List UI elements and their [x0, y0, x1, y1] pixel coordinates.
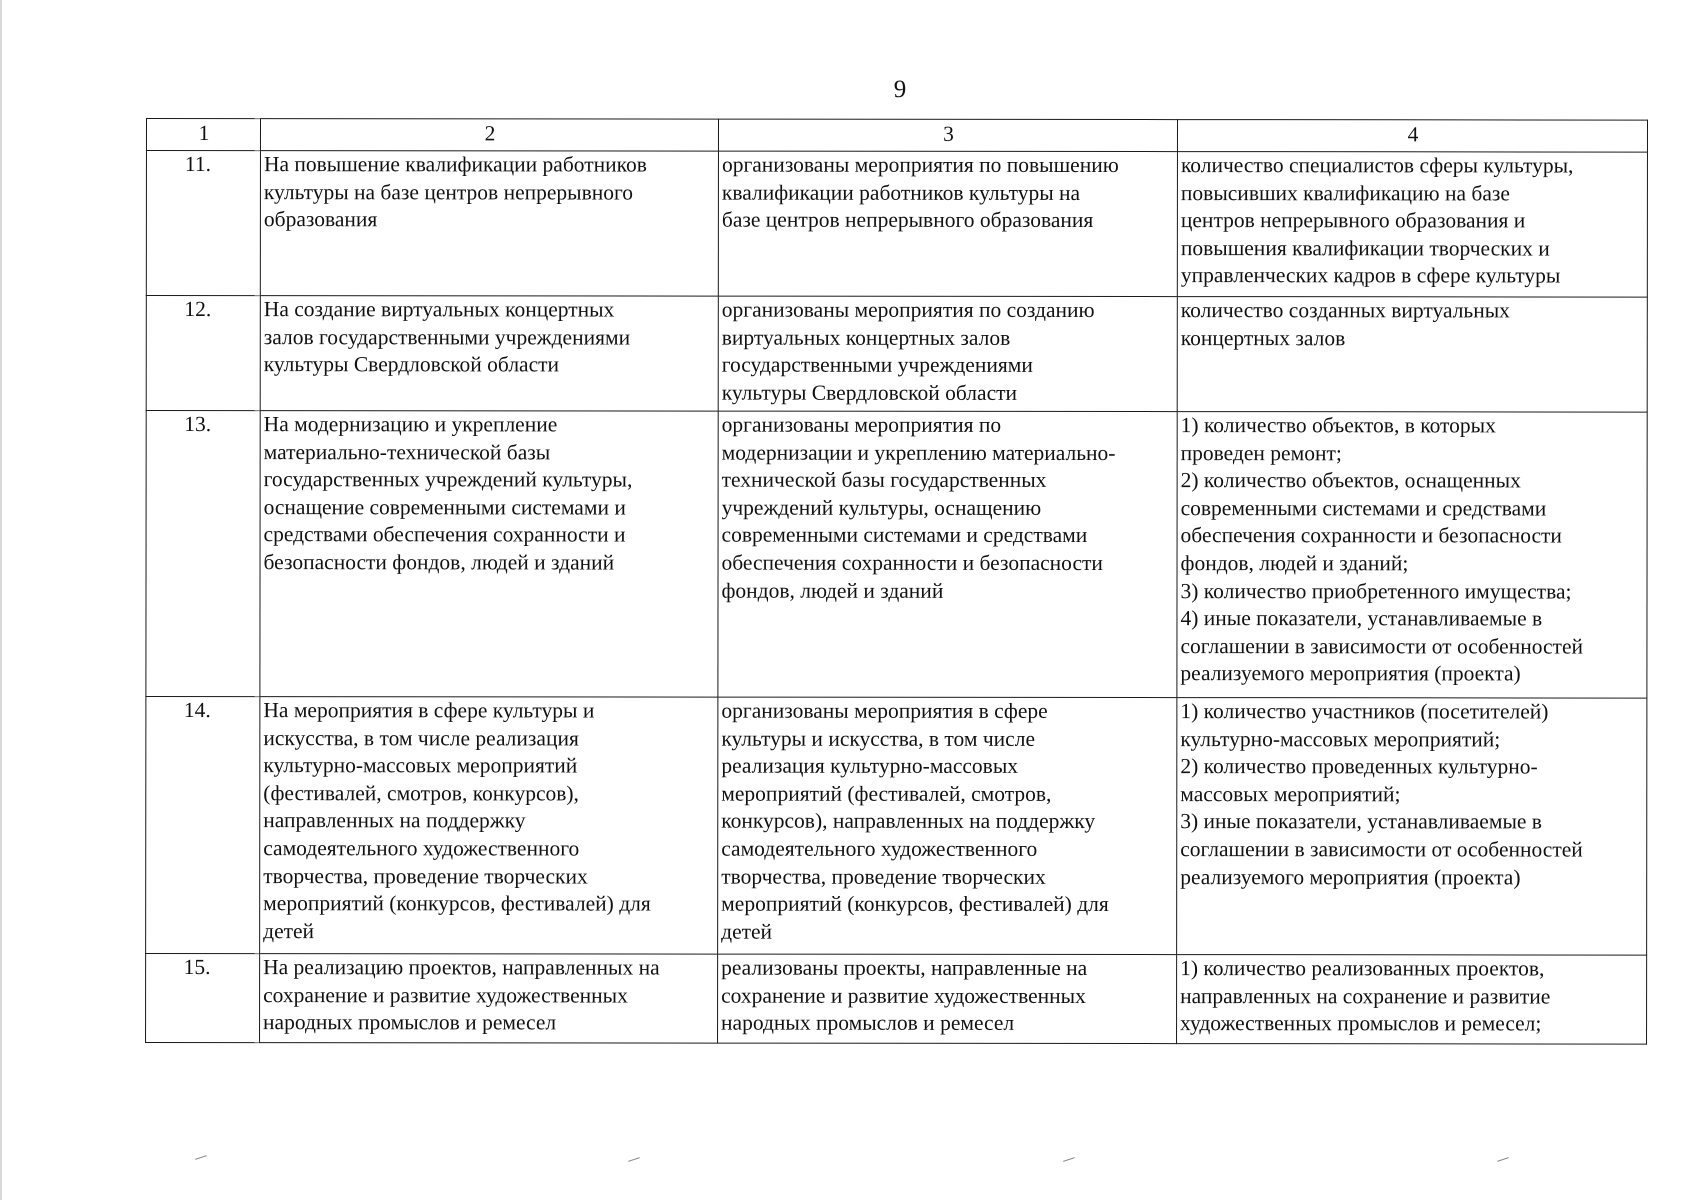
- cell-text-line: 1) количество реализованных проектов,: [1180, 956, 1545, 981]
- cell-text-line: На реализацию проектов, направленных на: [263, 955, 660, 980]
- cell-text-line: художественных промыслов и ремесел;: [1180, 1011, 1542, 1036]
- result-cell: [718, 954, 1177, 1043]
- header-col-2: 2: [260, 119, 718, 151]
- cell-text-line: фондов, людей и зданий: [721, 578, 944, 603]
- row-number: 13.: [146, 411, 260, 697]
- cell-text-line: квалификации работников культуры на: [721, 180, 1081, 205]
- cell-text-line: государственными учреждениями: [721, 352, 1033, 378]
- cell-text-line: материально-технической базы: [263, 439, 551, 465]
- cell-text-line: сохранение и развитие художественных: [263, 982, 628, 1008]
- indicator-cell: [1177, 698, 1647, 955]
- cell-text-line: направленных на сохранение и развитие: [1180, 983, 1551, 1009]
- cell-text-line: оснащение современными системами и: [263, 494, 626, 520]
- result-cell: [718, 151, 1177, 296]
- cell-text-line: 1) количество объектов, в которых: [1180, 413, 1496, 438]
- cell-text-line: 3) количество приобретенного имущества;: [1180, 578, 1572, 604]
- table-body: [146, 151, 1648, 1045]
- result-cell: [718, 296, 1177, 411]
- cell-text-line: залов государственными учреждениями: [263, 324, 631, 350]
- cell-text-line: средствами обеспечения сохранности и: [263, 522, 626, 547]
- cell-text-line: культурно-массовых мероприятий: [263, 753, 578, 778]
- cell-text-line: культурно-массовых мероприятий;: [1180, 726, 1501, 752]
- cell-text-line: количество созданных виртуальных: [1180, 298, 1510, 323]
- cell-text-line: самодеятельного художественного: [263, 836, 580, 861]
- direction-cell: [260, 411, 718, 697]
- cell-text-line: государственных учреждений культуры,: [263, 467, 633, 492]
- cell-text-line: направленных на поддержку: [263, 808, 526, 833]
- cell-text-line: количество специалистов сферы культуры,: [1180, 153, 1574, 178]
- cell-text-line: детей: [721, 919, 773, 944]
- cell-text-line: творчества, проведение творческих: [263, 863, 588, 889]
- cell-text-line: фондов, людей и зданий;: [1180, 551, 1409, 576]
- cell-text-line: реализованы проекты, направленные на: [721, 955, 1088, 980]
- indicator-cell: [1177, 297, 1647, 412]
- header-col-3: 3: [718, 119, 1177, 151]
- indicator-cell: [1177, 412, 1647, 698]
- cell-text-line: реализуемого мероприятия (проекта): [1180, 661, 1521, 686]
- cell-text-line: обеспечения сохранности и безопасности: [1180, 523, 1562, 548]
- table-row: [146, 697, 1647, 956]
- cell-text-line: виртуальных концертных залов: [721, 325, 1011, 350]
- cell-text-line: культуры на базе центров непрерывного: [263, 179, 634, 205]
- cell-text-line: На создание виртуальных концертных: [263, 297, 615, 322]
- cell-text-line: самодеятельного художественного: [721, 836, 1038, 861]
- cell-text-line: сохранение и развитие художественных: [721, 983, 1086, 1008]
- cell-text-line: творчества, проведение творческих: [721, 864, 1046, 889]
- table-row: [146, 151, 1647, 298]
- cell-text-line: мероприятий (фестивалей, смотров,: [721, 781, 1052, 806]
- cell-text-line: На мероприятия в сфере культуры и: [263, 698, 595, 723]
- scan-mark: [1497, 1157, 1509, 1162]
- cell-text-line: современными системами и средствами: [1180, 495, 1547, 521]
- cell-text-line: На повышение квалификации работников: [263, 152, 647, 177]
- cell-text-line: культуры Свердловской области: [721, 380, 1018, 405]
- cell-text-line: соглашении в зависимости от особенностей: [1180, 633, 1584, 659]
- indicator-cell: [1177, 152, 1647, 297]
- result-cell: [718, 411, 1177, 697]
- row-number: 12.: [146, 296, 260, 411]
- cell-text-line: детей: [263, 918, 315, 943]
- cell-text-line: народных промыслов и ремесел: [721, 1010, 1015, 1036]
- table-row: [146, 296, 1647, 413]
- cell-text-line: технической базы государственных: [721, 467, 1047, 493]
- cell-text-line: образования: [263, 207, 378, 232]
- cell-text-line: организованы мероприятия в сфере: [721, 698, 1048, 723]
- cell-text-line: современными системами и средствами: [721, 522, 1088, 548]
- row-number: 14.: [146, 697, 260, 954]
- cell-text-line: культуры и искусства, в том числе: [721, 726, 1036, 751]
- cell-text-line: 2) количество проведенных культурно-: [1180, 754, 1538, 779]
- cell-text-line: базе центров непрерывного образования: [721, 207, 1094, 233]
- direction-cell: [260, 954, 718, 1043]
- scan-left-edge: [0, 0, 2, 1200]
- scan-mark: [628, 1157, 640, 1162]
- cell-text-line: 1) количество участников (посетителей): [1180, 699, 1549, 724]
- cell-text-line: искусства, в том числе реализация: [263, 725, 579, 751]
- cell-text-line: повысивших квалификацию на базе: [1180, 180, 1510, 206]
- result-cell: [718, 697, 1177, 954]
- cell-text-line: организованы мероприятия по: [721, 412, 1002, 437]
- cell-text-line: соглашении в зависимости от особенностей: [1180, 837, 1583, 862]
- cell-text-line: проведен ремонт;: [1180, 440, 1342, 465]
- cell-text-line: мероприятий (конкурсов, фестивалей) для: [721, 891, 1109, 917]
- indicator-cell: [1177, 955, 1647, 1044]
- cell-text-line: модернизации и укреплению материально-: [721, 440, 1116, 465]
- cell-text-line: безопасности фондов, людей и зданий: [263, 550, 615, 575]
- table-row: [146, 954, 1647, 1045]
- cell-text-line: реализация культурно-массовых: [721, 753, 1019, 779]
- cell-text-line: народных промыслов и ремесел: [263, 1010, 557, 1035]
- cell-text-line: культуры Свердловской области: [263, 352, 560, 377]
- cell-text-line: массовых мероприятий;: [1180, 781, 1401, 807]
- cell-text-line: (фестивалей, смотров, конкурсов),: [263, 780, 579, 806]
- cell-text-line: обеспечения сохранности и безопасности: [721, 550, 1103, 575]
- cell-text-line: 3) иные показатели, устанавливаемые в: [1180, 809, 1542, 834]
- cell-text-line: На модернизацию и укрепление: [263, 412, 558, 437]
- cell-text-line: реализуемого мероприятия (проекта): [1180, 864, 1521, 890]
- direction-cell: [260, 151, 718, 296]
- scan-mark: [1063, 1157, 1075, 1162]
- cell-text-line: 2) количество объектов, оснащенных: [1180, 468, 1521, 493]
- cell-text-line: мероприятий (конкурсов, фестивалей) для: [263, 891, 651, 916]
- cell-text-line: организованы мероприятия по повышению: [721, 152, 1119, 178]
- direction-cell: [260, 697, 718, 954]
- header-row: [146, 119, 1647, 153]
- cell-text-line: конкурсов), направленных на поддержку: [721, 808, 1096, 834]
- header-col-1: 1: [146, 119, 260, 151]
- cell-text-line: повышения квалификации творческих и: [1180, 235, 1550, 261]
- cell-text-line: 4) иные показатели, устанавливаемые в: [1180, 606, 1543, 631]
- cell-text-line: концертных залов: [1180, 325, 1346, 350]
- page-number: 9: [893, 76, 907, 103]
- cell-text-line: организованы мероприятия по созданию: [721, 297, 1095, 322]
- cell-text-line: учреждений культуры, оснащению: [721, 495, 1042, 520]
- direction-cell: [260, 296, 718, 411]
- measures-table: [145, 118, 1648, 1045]
- cell-text-line: центров непрерывного образования и: [1180, 208, 1526, 233]
- scan-mark: [195, 1155, 207, 1160]
- header-col-4: 4: [1177, 120, 1647, 152]
- table-row: [146, 411, 1647, 699]
- cell-text-line: управленческих кадров в сфере культуры: [1180, 263, 1561, 288]
- row-number: 11.: [146, 151, 260, 296]
- row-number: 15.: [146, 954, 260, 1043]
